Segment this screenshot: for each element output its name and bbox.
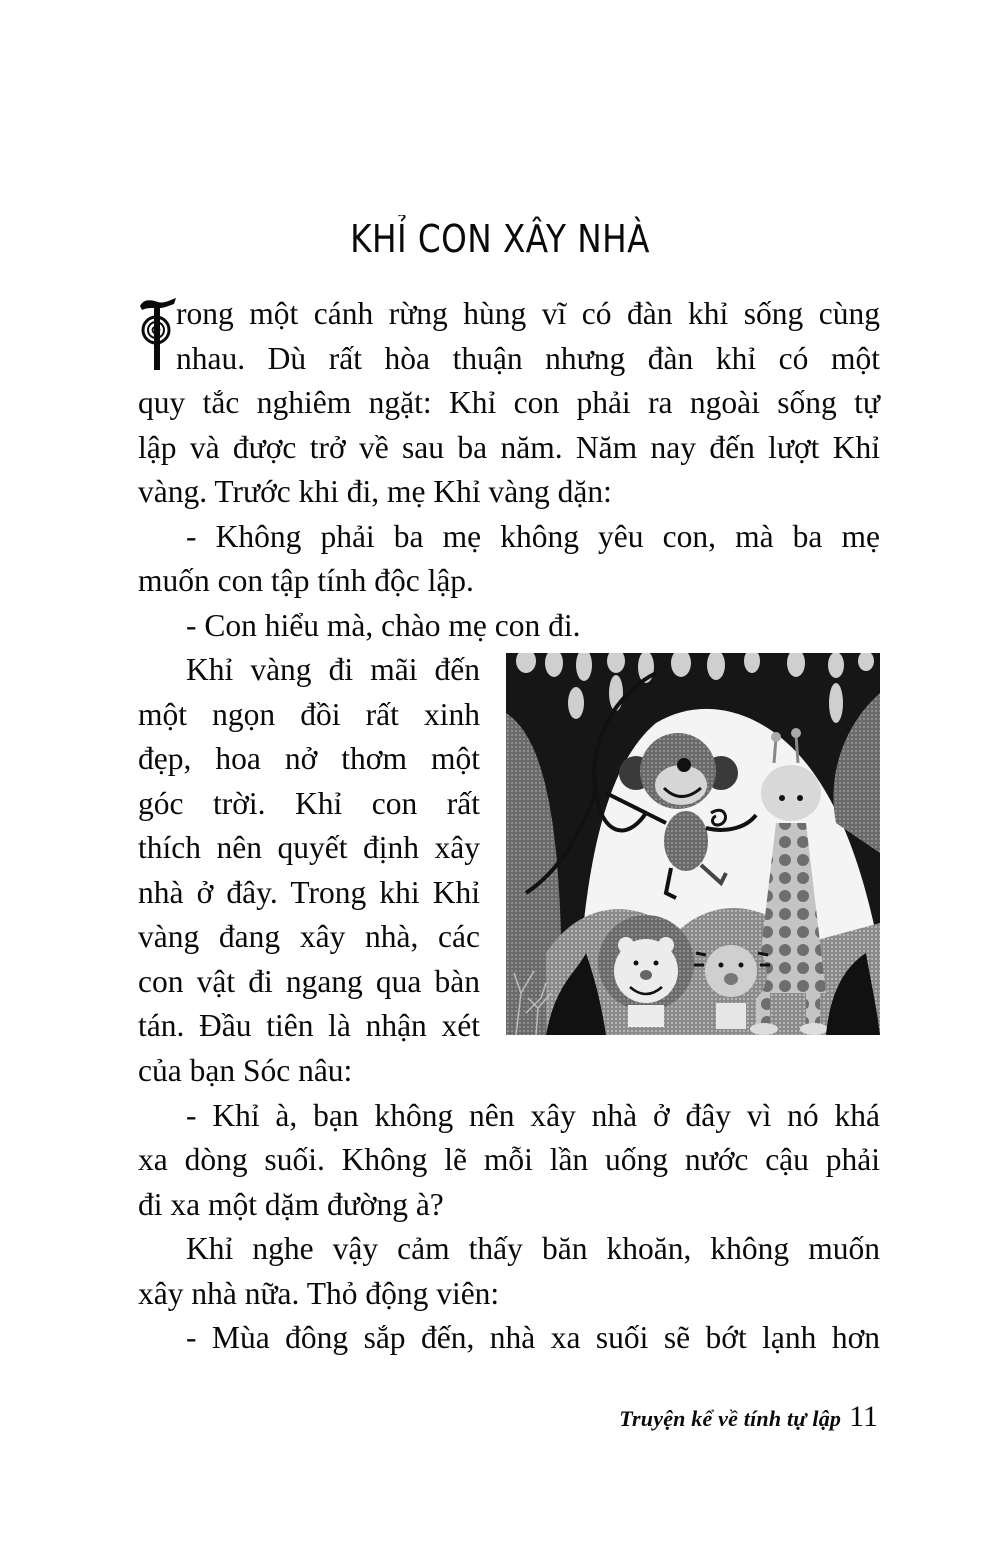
jungle-animals-illustration — [506, 653, 880, 1035]
text-line: Khỉ vàng đi mãi đến — [186, 652, 480, 687]
text-line: Khỉ nghe vậy cảm thấy băn khoăn, không muốn — [186, 1231, 880, 1266]
text-line: - Mùa đông sắp đến, nhà xa suối sẽ bớt lạnh hơn — [186, 1320, 880, 1355]
text-line: lập và được trở về sau ba năm. Năm nay đến lượt Khỉ — [138, 429, 880, 465]
story-text-narrow-column — [138, 648, 480, 1049]
text-line: đi xa một dặm đường à? — [138, 1186, 444, 1222]
illustration-art-icon — [506, 653, 880, 1035]
text-line: tán. Đầu tiên là nhận xét — [138, 1008, 480, 1043]
text-line: nhà ở đây. Trong khi Khỉ — [138, 874, 480, 910]
text-line: nhau. Dù rất hòa thuận nhưng đàn khỉ có một — [176, 340, 880, 376]
page-number: 11 — [849, 1400, 878, 1433]
text-line: xa dòng suối. Không lẽ mỗi lần uống nước cậu phải — [138, 1142, 880, 1177]
text-line: con vật đi ngang qua bàn — [138, 963, 480, 999]
running-book-title: Truyện kể về tính tự lập — [619, 1406, 842, 1431]
text-line: - Không phải ba mẹ không yêu con, mà ba mẹ — [186, 518, 880, 554]
text-line: của bạn Sóc nâu: — [138, 1053, 353, 1088]
page-title: KHỈ CON XÂY NHÀ — [350, 217, 650, 262]
text-line: góc trời. Khỉ con rất — [138, 785, 480, 821]
text-line: vàng đang xây nhà, các — [138, 919, 480, 954]
story-text-top — [138, 292, 880, 648]
text-line: rong một cánh rừng hùng vĩ có đàn khỉ sống cùng — [176, 296, 880, 331]
text-line: muốn con tập tính độc lập. — [138, 563, 474, 598]
text-line: thích nên quyết định xây — [138, 830, 480, 865]
text-line: vàng. Trước khi đi, mẹ Khỉ vàng dặn: — [138, 474, 612, 509]
story-text-bottom — [138, 1049, 880, 1361]
text-line: - Con hiểu mà, chào mẹ con đi. — [186, 607, 581, 643]
text-line: đẹp, hoa nở thơm một — [138, 741, 480, 776]
text-line: xây nhà nữa. Thỏ động viên: — [138, 1275, 500, 1311]
text-line: quy tắc nghiêm ngặt: Khỉ con phải ra ngoài sống tự — [138, 385, 880, 420]
text-line: một ngọn đồi rất xinh — [138, 696, 480, 732]
text-line: - Khỉ à, bạn không nên xây nhà ở đây vì nó khá — [186, 1097, 880, 1133]
page-footer — [619, 1400, 878, 1434]
